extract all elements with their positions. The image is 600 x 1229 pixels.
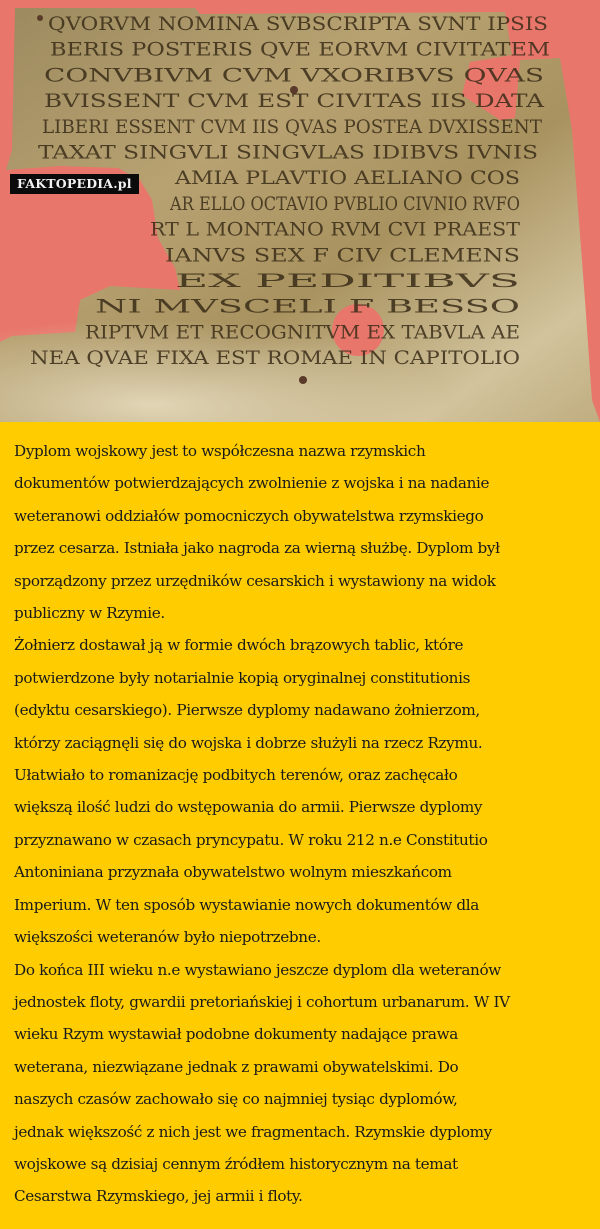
inscription-line: QVORVM NOMINA SVBSCRIPTA SVNT IPSIS: [48, 13, 548, 35]
article-line: potwierdzone były notarialnie kopią oryginalnej constitutionis: [14, 668, 471, 687]
article-line: dokumentów potwierdzających zwolnienie z wojska i na nadanie: [14, 474, 490, 493]
inscription-line: RIPTVM ET RECOGNITVM EX TABVLA AE: [85, 321, 520, 344]
inscription-line: RT L MONTANO RVM CVI PRAEST: [150, 218, 521, 241]
inscription-line: IANVS SEX F CIV CLEMENS: [165, 244, 520, 267]
article-line: przyznawano w czasach pryncypatu. W roku 212 n.e Constitutio: [14, 830, 488, 849]
article-line: sporządzony przez urzędników cesarskich i wystawiony na widok: [14, 571, 496, 590]
article-line: wieku Rzym wystawiał podobne dokumenty nadające prawa: [14, 1025, 458, 1044]
article-line: weterana, niezwiązane jednak z prawami obywatelskimi. Do: [14, 1057, 459, 1076]
article-line: większą ilość ludzi do wstępowania do armii. Pierwsze dyplomy: [14, 798, 483, 817]
inscription-line: TAXAT SINGVLI SINGVLAS IDIBVS IVNIS: [38, 141, 538, 164]
article-line: przez cesarza. Istniała jako nagroda za wierną służbę. Dyplom był: [14, 539, 500, 558]
inscription-line: LIBERI ESSENT CVM IIS QVAS POSTEA DVXISSENT: [42, 115, 543, 138]
bronze-tablet-image: [0, 0, 600, 422]
article-line: Dyplom wojskowy jest to współczesna nazwa rzymskich: [14, 442, 426, 460]
article-line: Antoniniana przyznała obywatelstwo wolnym mieszkańcom: [14, 863, 452, 882]
article-line: Imperium. W ten sposób wystawianie nowych dokumentów dla: [14, 895, 479, 914]
article-line: którzy zaciągnęli się do wojska i dobrze służyli na rzecz Rzymu.: [14, 733, 483, 752]
article-line: weteranowi oddziałów pomocniczych obywatelstwa rzymskiego: [14, 506, 484, 525]
article-line: Ułatwiało to romanizację podbitych terenów, oraz zachęcało: [14, 766, 458, 785]
article-line: jednostek floty, gwardii pretoriańskiej i cohortum urbanarum. W IV: [14, 992, 510, 1011]
article-line: Cesarstwa Rzymskiego, jej armii i floty.: [14, 1187, 303, 1206]
article-text: [0, 422, 600, 1213]
inscription-line: BVISSENT CVM EST CIVITAS IIS DATA: [44, 90, 545, 113]
bronze-diploma-photo: [0, 0, 600, 422]
article-line: Do końca III wieku n.e wystawiano jeszcze dyplom dla weteranów: [14, 960, 501, 979]
inscription-line: AMIA PLAVTIO AELIANO COS: [173, 167, 520, 190]
article-line: wojskowe są dzisiaj cennym źródłem historycznym na temat: [14, 1154, 458, 1173]
inscription-line: BERIS POSTERIS QVE EORVM CIVITATEM: [50, 38, 550, 61]
inscription-line: NI MVSCELI F BESSO: [95, 295, 520, 318]
inscription-line: AR ELLO OCTAVIO PVBLIO CIVNIO RVFO: [169, 192, 520, 215]
article-line: publiczny w Rzymie.: [14, 604, 165, 623]
faktopedia-watermark: FAKTOPEDIA.pl: [10, 174, 139, 194]
inscription-line: NEA QVAE FIXA EST ROMAE IN CAPITOLIO: [30, 347, 520, 370]
article-line: Żołnierz dostawał ją w formie dwóch brązowych tablic, które: [14, 636, 464, 655]
article-line: jednak większość z nich jest we fragmentach. Rzymskie dyplomy: [14, 1122, 492, 1141]
article-line: naszych czasów zachowało się co najmniej tysiąc dyplomów,: [14, 1090, 458, 1109]
article-line: (edyktu cesarskiego). Pierwsze dyplomy nadawano żołnierzom,: [14, 701, 480, 720]
inscription-line: EX PEDITIBVS: [175, 270, 520, 292]
article-line: większości weteranów było niepotrzebne.: [14, 928, 321, 947]
inscription-line: CONVBIVM CVM VXORIBVS QVAS: [44, 64, 544, 87]
